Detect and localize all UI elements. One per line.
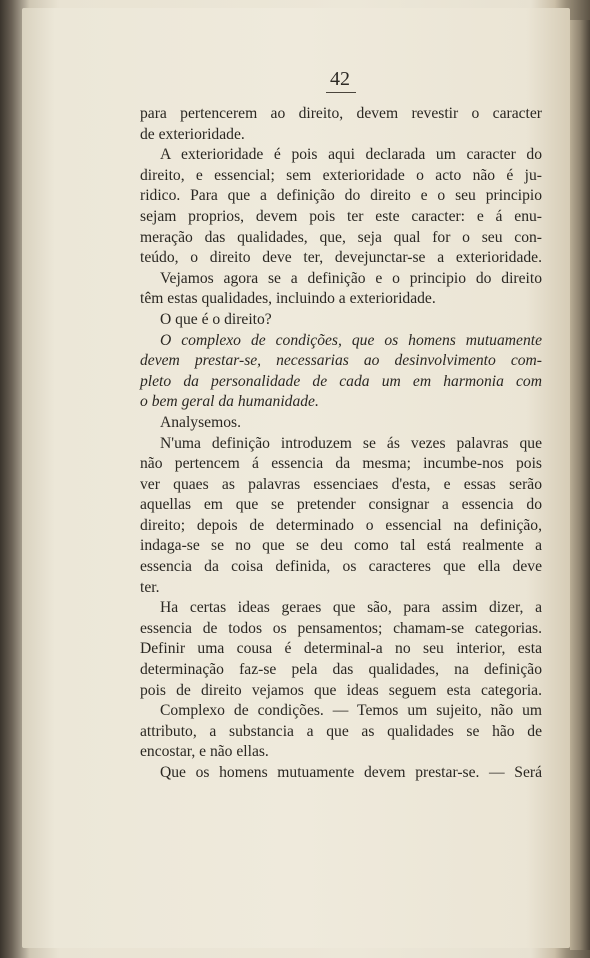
- text-line: devem prestar-se, necessarias ao desinvolvimento com-: [140, 352, 542, 370]
- text-line: Ha certas ideas geraes que são, para assim dizer, a: [160, 599, 542, 617]
- text-line: O complexo de condições, que os homens mutuamente: [160, 331, 542, 349]
- text-line: não pertencem á essencia da mesma; incumbe-nos pois: [140, 455, 542, 473]
- text-line: essencia de todos os pensamentos; chamam-se categorias.: [140, 619, 542, 637]
- text-line: Vejamos agora se a definição e o principio do direito: [160, 269, 542, 287]
- page-number-underline: [326, 92, 356, 93]
- text-line: pois de direito vejamos que ideas seguem esta categoria.: [140, 681, 542, 699]
- text-line: Analysemos.: [160, 413, 241, 431]
- page-number: 42: [330, 68, 350, 90]
- text-line: Definir uma cousa é determinal-a no seu interior, esta: [140, 640, 542, 658]
- text-line: direito, e essencial; sem exterioridade o acto não é ju-: [140, 166, 542, 184]
- text-line: para pertencerem ao direito, devem revestir o caracter: [140, 105, 542, 122]
- text-line: attributo, a substancia a que as qualidades se hão de: [140, 722, 542, 740]
- text-line: N'uma definição introduzem se ás vezes palavras que: [160, 434, 542, 452]
- text-line: teúdo, o direito deve ter, devejunctar-se a exterioridade.: [140, 249, 542, 267]
- text-line: ter.: [140, 578, 160, 596]
- body-text: [140, 104, 542, 784]
- text-line: meração das qualidades, que, seja qual for o seu con-: [140, 228, 542, 246]
- text-line: pleto da personalidade de cada um em harmonia com: [140, 372, 542, 390]
- text-line: determinação faz-se pela das qualidades, na definição: [140, 661, 542, 679]
- text-line: sejam proprios, devem pois ter este caracter: e á enu-: [140, 207, 542, 225]
- text-line: essencia da coisa definida, os caracteres que ella deve: [140, 558, 542, 576]
- book-edge: [570, 20, 590, 950]
- text-line: O que é o direito?: [160, 310, 272, 328]
- text-line: ridico. Para que a definição do direito e o seu principio: [140, 187, 542, 205]
- text-line: indaga-se se no que se deu como tal está realmente a: [140, 537, 542, 555]
- text-line: Que os homens mutuamente devem prestar-se. — Será: [160, 764, 542, 781]
- text-line: o bem geral da humanidade.: [140, 393, 319, 411]
- text-line: Complexo de condições. — Temos um sujeito, não um: [160, 702, 542, 720]
- text-line: direito; depois de determinado o essencial na definição,: [140, 516, 542, 534]
- text-line: de exterioridade.: [140, 125, 245, 143]
- text-line: encostar, e não ellas.: [140, 743, 269, 761]
- text-line: têm estas qualidades, incluindo a exterioridade.: [140, 290, 436, 308]
- text-line: ver quaes as palavras essenciaes d'esta, e essas serão: [140, 475, 542, 493]
- text-line: aquellas em que se pretender consignar a essencia do: [140, 496, 542, 514]
- text-line: A exterioridade é pois aqui declarada um caracter do: [160, 146, 542, 164]
